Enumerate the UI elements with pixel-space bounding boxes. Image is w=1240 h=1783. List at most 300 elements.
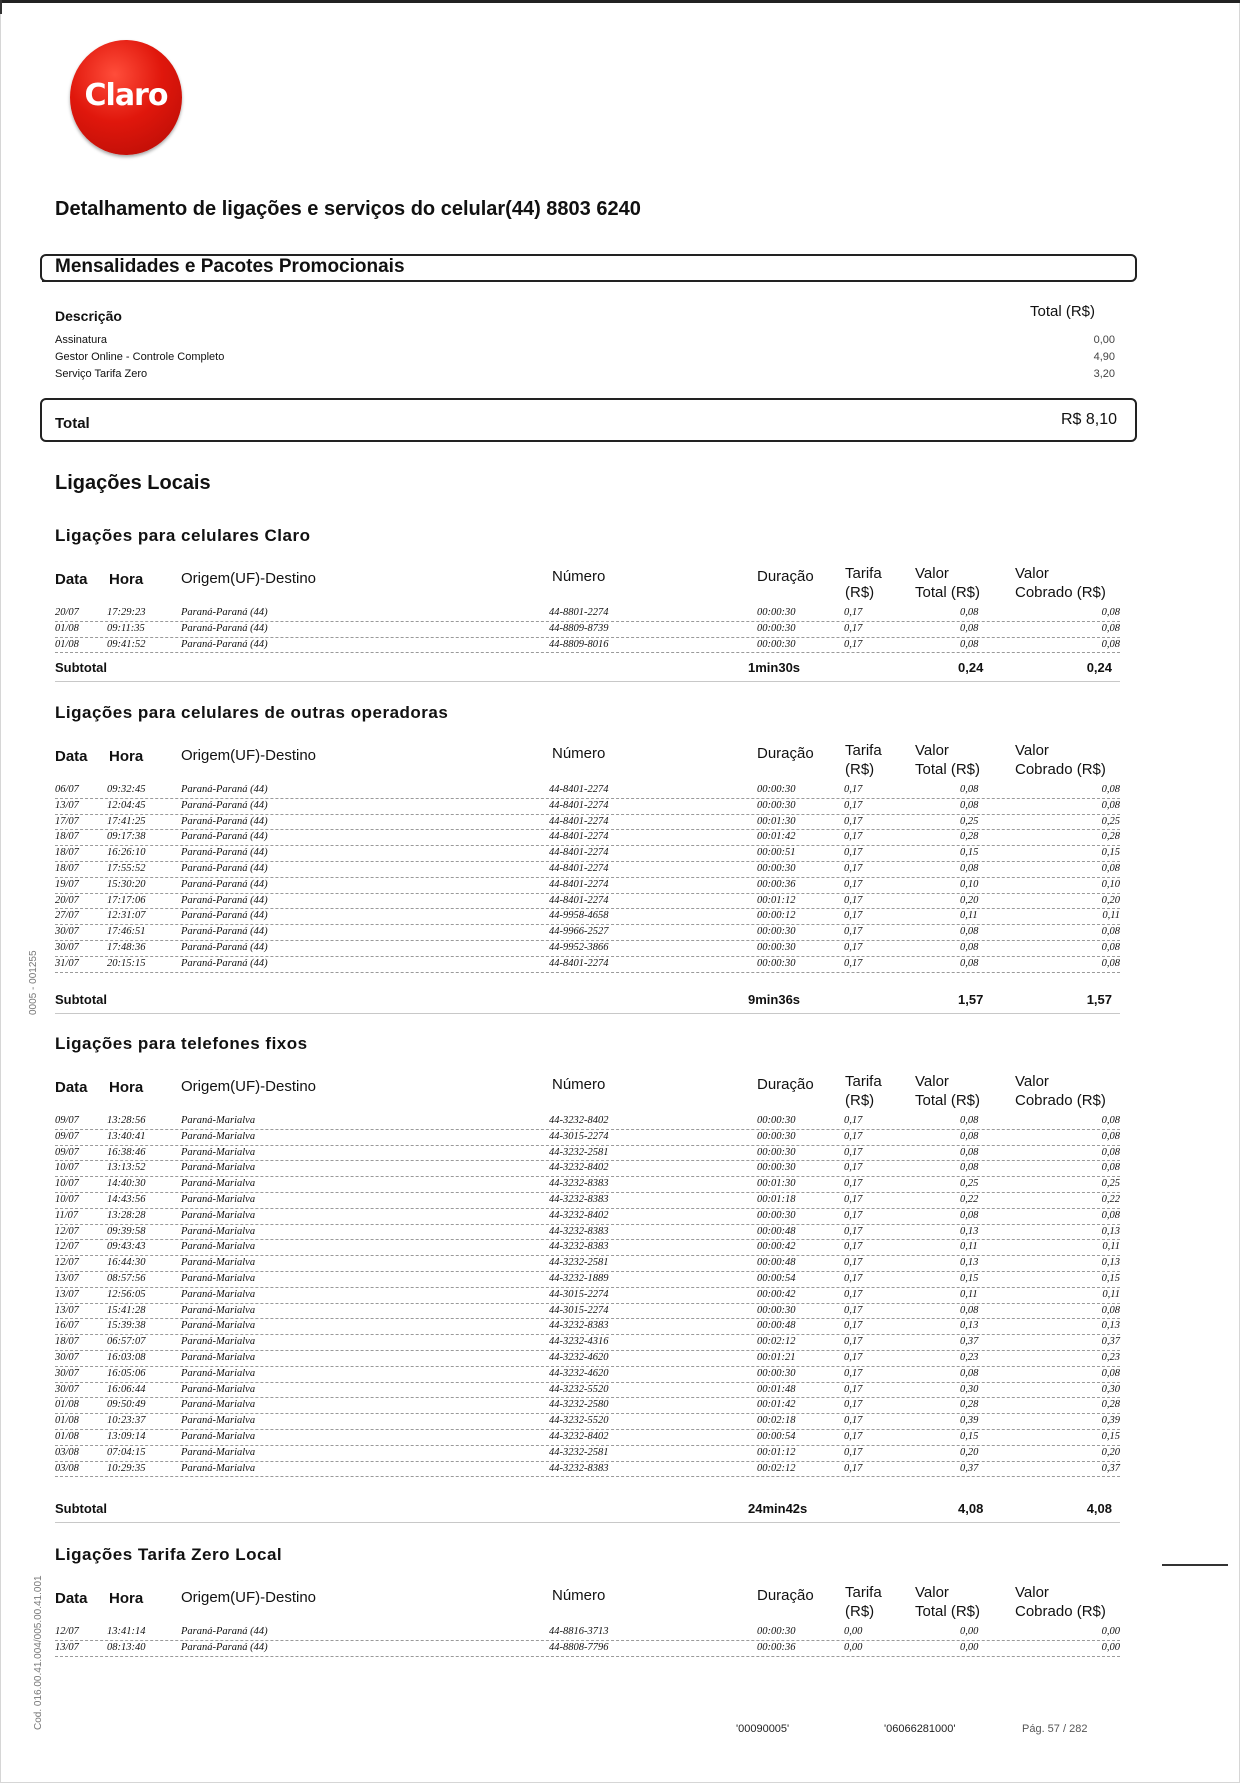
cell-rate: 0,17: [844, 1304, 863, 1316]
column-header: [55, 1584, 1120, 1624]
cell-number: 44-3232-8383: [549, 1320, 609, 1332]
cell-number: 44-9966-2527: [549, 926, 609, 938]
cell-charged: 0,11: [1102, 1241, 1120, 1253]
cell-total: 0,13: [960, 1320, 979, 1332]
cell-charged: 0,08: [1101, 799, 1120, 811]
cell-rate: 0,17: [844, 1115, 863, 1126]
claro-logo: [70, 40, 182, 155]
cell-rate: 0,17: [844, 1462, 863, 1474]
cell-date: 30/07: [55, 1367, 79, 1379]
cell-origin: Paraná-Marialva: [181, 1351, 256, 1363]
total-column-label: Total (R$): [1030, 303, 1096, 320]
col-data: Data: [55, 748, 88, 765]
cell-total: 0,08: [960, 941, 979, 953]
cell-rate: 0,00: [844, 1641, 863, 1653]
cell-duration: 00:01:12: [757, 1446, 796, 1458]
cell-rate: 0,17: [844, 878, 863, 890]
cell-time: 10:23:37: [107, 1415, 146, 1427]
col-valor-total: Valor: [915, 1073, 949, 1090]
cell-date: 27/07: [55, 910, 79, 922]
footer-page: Pág. 57 / 282: [1022, 1723, 1088, 1735]
cell-number: 44-3232-2580: [549, 1399, 609, 1411]
cell-time: 10:29:35: [107, 1462, 146, 1474]
cell-number: 44-8808-7796: [549, 1641, 609, 1653]
subtotal-charged: 0,24: [1086, 660, 1112, 675]
cell-time: 16:05:06: [107, 1367, 146, 1379]
cell-origin: Paraná-Paraná (44): [181, 926, 268, 938]
table-row: [55, 622, 1120, 638]
cell-time: 09:32:45: [107, 784, 146, 795]
cell-duration: 00:01:42: [757, 831, 796, 843]
section-title: Ligações para celulares Claro: [55, 526, 311, 545]
table-row: [55, 1209, 1120, 1225]
cell-number: 44-3232-8402: [549, 1115, 609, 1126]
cell-date: 10/07: [55, 1193, 79, 1205]
col-valor-cobrado: Valor: [1015, 1584, 1049, 1601]
col-hora: Hora: [109, 1079, 144, 1096]
col-numero: Número: [552, 1076, 606, 1093]
col-valor-cobrado: Valor: [1015, 742, 1049, 759]
cell-rate: 0,17: [844, 638, 863, 650]
cell-duration: 00:00:30: [757, 607, 796, 618]
cell-origin: Paraná-Paraná (44): [181, 784, 268, 795]
cell-time: 14:40:30: [107, 1178, 146, 1190]
cell-rate: 0,17: [844, 847, 863, 859]
cell-number: 44-3232-4316: [549, 1336, 609, 1348]
section-title: Ligações Tarifa Zero Local: [55, 1545, 283, 1564]
cell-charged: 0,15: [1101, 847, 1120, 859]
cell-date: 18/07: [55, 1336, 79, 1348]
col-hora: Hora: [109, 1590, 144, 1607]
cell-charged: 0,20: [1101, 894, 1120, 906]
cell-duration: 00:00:30: [757, 1146, 796, 1158]
col-duracao: Duração: [757, 568, 814, 585]
cell-rate: 0,17: [844, 1446, 863, 1458]
subtotal-label: Subtotal: [55, 660, 107, 675]
col-valor-total: Valor: [915, 565, 949, 582]
table-row: [55, 957, 1120, 973]
cell-number: 44-8809-8739: [549, 622, 609, 634]
cell-origin: Paraná-Marialva: [181, 1209, 256, 1221]
cell-date: 01/08: [55, 1399, 79, 1411]
cell-duration: 00:01:30: [757, 815, 796, 827]
monthly-fees-header: [40, 254, 1137, 282]
cell-duration: 00:00:30: [757, 957, 796, 969]
logo-text: Claro: [84, 78, 168, 113]
cell-number: 44-3015-2274: [549, 1304, 609, 1316]
table-row: [55, 894, 1120, 910]
cell-origin: Paraná-Marialva: [181, 1446, 256, 1458]
col-duracao: Duração: [757, 745, 814, 762]
cell-origin: Paraná-Paraná (44): [181, 607, 268, 618]
subtotal-total: 4,08: [958, 1501, 984, 1516]
col-data: Data: [55, 571, 88, 588]
monthly-fees-title: Mensalidades e Pacotes Promocionais: [55, 256, 405, 277]
col-hora: Hora: [109, 571, 144, 588]
cell-origin: Paraná-Marialva: [181, 1146, 256, 1158]
cell-total: 0,15: [960, 1430, 979, 1442]
cell-charged: 0,08: [1101, 607, 1120, 618]
cell-number: 44-8401-2274: [549, 784, 609, 795]
cell-time: 17:41:25: [107, 815, 146, 827]
cell-time: 13:28:56: [107, 1115, 146, 1126]
cell-number: 44-3232-8402: [549, 1209, 609, 1221]
cell-number: 44-3232-5520: [549, 1415, 609, 1427]
cell-total: 0,30: [960, 1383, 979, 1395]
cell-rate: 0,17: [844, 1257, 863, 1269]
cell-date: 20/07: [55, 607, 79, 618]
col-data: Data: [55, 1079, 88, 1096]
cell-total: 0,08: [960, 1115, 979, 1126]
cell-time: 15:30:20: [107, 878, 146, 890]
cell-origin: Paraná-Marialva: [181, 1193, 256, 1205]
cell-charged: 0,08: [1101, 926, 1120, 938]
cell-number: 44-3232-2581: [549, 1146, 609, 1158]
cell-duration: 00:00:30: [757, 862, 796, 874]
cell-origin: Paraná-Marialva: [181, 1241, 256, 1253]
cell-date: 06/07: [55, 784, 79, 795]
cell-time: 08:13:40: [107, 1641, 146, 1653]
col-tarifa: Tarifa: [845, 1073, 882, 1090]
cell-number: 44-3015-2274: [549, 1288, 609, 1300]
cell-date: 18/07: [55, 831, 79, 843]
cell-time: 09:11:35: [107, 622, 145, 634]
cell-rate: 0,17: [844, 784, 863, 795]
cell-date: 12/07: [55, 1257, 79, 1269]
cell-number: 44-3232-8383: [549, 1241, 609, 1253]
cell-total: 0,08: [960, 622, 979, 634]
cell-rate: 0,17: [844, 957, 863, 969]
cell-date: 13/07: [55, 1641, 79, 1653]
cell-origin: Paraná-Marialva: [181, 1430, 256, 1442]
cell-duration: 00:01:12: [757, 894, 796, 906]
cell-total: 0,08: [960, 1146, 979, 1158]
cell-duration: 00:01:18: [757, 1193, 796, 1205]
cell-time: 15:41:28: [107, 1304, 146, 1316]
cell-charged: 0,08: [1101, 1209, 1120, 1221]
subtotal-total: 1,57: [958, 992, 984, 1007]
col-numero: Número: [552, 568, 606, 585]
cell-time: 09:17:38: [107, 831, 146, 843]
cell-time: 12:56:05: [107, 1288, 146, 1300]
cell-date: 01/08: [55, 622, 79, 634]
cell-number: 44-9958-4658: [549, 910, 609, 922]
cell-origin: Paraná-Marialva: [181, 1257, 256, 1269]
cell-rate: 0,17: [844, 1288, 863, 1300]
cell-number: 44-8809-8016: [549, 638, 609, 650]
table-row: [55, 638, 1120, 654]
cell-total: 0,08: [960, 1304, 979, 1316]
cell-total: 0,13: [960, 1225, 979, 1237]
cell-total: 0,08: [960, 862, 979, 874]
cell-duration: 00:01:21: [757, 1351, 796, 1363]
cell-charged: 0,08: [1101, 1367, 1120, 1379]
cell-origin: Paraná-Marialva: [181, 1399, 256, 1411]
cell-charged: 0,08: [1101, 638, 1120, 650]
col-valor-cobrado-unit: Cobrado (R$): [1015, 761, 1106, 778]
table-row: [55, 1319, 1120, 1335]
cell-time: 09:39:58: [107, 1225, 146, 1237]
cell-number: 44-8401-2274: [549, 894, 609, 906]
cell-date: 01/08: [55, 1415, 79, 1427]
cell-charged: 0,22: [1101, 1193, 1120, 1205]
cell-date: 13/07: [55, 1272, 79, 1284]
cell-origin: Paraná-Marialva: [181, 1288, 256, 1300]
cell-rate: 0,17: [844, 1336, 863, 1348]
cell-number: 44-8401-2274: [549, 847, 609, 859]
table-row: [55, 1462, 1120, 1478]
table-row: [55, 1446, 1120, 1462]
cell-date: 13/07: [55, 1304, 79, 1316]
cell-rate: 0,17: [844, 926, 863, 938]
local-calls-title: Ligações Locais: [55, 472, 211, 494]
col-valor-total-unit: Total (R$): [915, 761, 981, 778]
cell-duration: 00:00:30: [757, 1209, 796, 1221]
fee-name: Serviço Tarifa Zero: [55, 368, 148, 380]
cell-duration: 00:02:18: [757, 1415, 796, 1427]
cell-rate: 0,17: [844, 1430, 863, 1442]
cell-origin: Paraná-Marialva: [181, 1130, 256, 1142]
cell-total: 0,00: [960, 1641, 979, 1653]
cell-origin: Paraná-Marialva: [181, 1320, 256, 1332]
table-row: [55, 1240, 1120, 1256]
cell-time: 17:46:51: [107, 926, 146, 938]
cell-total: 0,25: [960, 1178, 979, 1190]
cell-date: 19/07: [55, 878, 79, 890]
cell-date: 18/07: [55, 862, 79, 874]
cell-number: 44-8401-2274: [549, 957, 609, 969]
cell-total: 0,11: [960, 1241, 978, 1253]
cell-time: 09:41:52: [107, 638, 146, 650]
cell-date: 10/07: [55, 1178, 79, 1190]
cell-time: 17:55:52: [107, 862, 146, 874]
cell-origin: Paraná-Paraná (44): [181, 957, 268, 969]
cell-date: 09/07: [55, 1130, 79, 1142]
cell-time: 16:38:46: [107, 1146, 146, 1158]
cell-charged: 0,08: [1101, 1304, 1120, 1316]
cell-time: 20:15:15: [107, 957, 146, 969]
col-valor-total-unit: Total (R$): [915, 1603, 981, 1620]
cell-time: 07:04:15: [107, 1446, 146, 1458]
cell-duration: 00:00:54: [757, 1430, 796, 1442]
cell-number: 44-3232-5520: [549, 1383, 609, 1395]
table-row: [55, 862, 1120, 878]
table-row: [55, 1430, 1120, 1446]
table-row: [55, 799, 1120, 815]
cell-charged: 0,08: [1101, 941, 1120, 953]
cell-duration: 00:00:12: [757, 910, 796, 922]
cell-duration: 00:00:48: [757, 1320, 796, 1332]
cell-charged: 0,20: [1101, 1446, 1120, 1458]
cell-date: 12/07: [55, 1241, 79, 1253]
cell-total: 0,39: [960, 1415, 979, 1427]
cell-total: 0,11: [960, 1288, 978, 1300]
cell-duration: 00:00:30: [757, 926, 796, 938]
description-column-label: Descrição: [55, 308, 122, 324]
subtotal-duration: 24min42s: [748, 1501, 808, 1516]
cell-charged: 0,11: [1102, 1288, 1120, 1300]
col-valor-total-unit: Total (R$): [915, 584, 981, 601]
col-data: Data: [55, 1590, 88, 1607]
table-row: [55, 1288, 1120, 1304]
cell-rate: 0,17: [844, 1415, 863, 1427]
cell-time: 09:43:43: [107, 1241, 146, 1253]
cell-rate: 0,00: [844, 1626, 863, 1637]
table-row: [55, 1225, 1120, 1241]
cell-number: 44-3232-8383: [549, 1178, 609, 1190]
cell-number: 44-3232-2581: [549, 1446, 609, 1458]
cell-number: 44-3232-1889: [549, 1272, 609, 1284]
cell-date: 30/07: [55, 941, 79, 953]
cell-number: 44-8401-2274: [549, 862, 609, 874]
cell-origin: Paraná-Paraná (44): [181, 638, 268, 650]
cell-total: 0,08: [960, 638, 979, 650]
cell-charged: 0,23: [1101, 1351, 1120, 1363]
col-valor-total: Valor: [915, 1584, 949, 1601]
cell-number: 44-8401-2274: [549, 815, 609, 827]
cell-time: 08:57:56: [107, 1272, 146, 1284]
cell-charged: 0,13: [1101, 1225, 1120, 1237]
cell-total: 0,37: [960, 1336, 979, 1348]
col-tarifa: Tarifa: [845, 1584, 882, 1601]
cell-date: 12/07: [55, 1225, 79, 1237]
cell-number: 44-3232-8402: [549, 1430, 609, 1442]
cell-rate: 0,17: [844, 1383, 863, 1395]
header-underline: [42, 280, 442, 282]
table-row: [55, 815, 1120, 831]
cell-duration: 00:00:30: [757, 1162, 796, 1174]
cell-date: 30/07: [55, 1351, 79, 1363]
col-valor-cobrado: Valor: [1015, 1073, 1049, 1090]
cell-duration: 00:00:36: [757, 878, 796, 890]
table-row: [55, 606, 1120, 622]
footer-code-2: '06066281000': [884, 1723, 956, 1735]
cell-total: 0,28: [960, 1399, 979, 1411]
cell-rate: 0,17: [844, 1367, 863, 1379]
col-valor-cobrado-unit: Cobrado (R$): [1015, 1603, 1106, 1620]
table-row: [55, 1193, 1120, 1209]
call-rows: [55, 606, 1120, 653]
cell-origin: Paraná-Paraná (44): [181, 799, 268, 811]
cell-date: 17/07: [55, 815, 79, 827]
cell-duration: 00:00:30: [757, 1115, 796, 1126]
col-tarifa-unit: (R$): [845, 761, 875, 778]
cell-charged: 0,39: [1101, 1415, 1120, 1427]
col-origem: Origem(UF)-Destino: [181, 747, 317, 764]
column-header: [55, 742, 1120, 782]
cell-total: 0,37: [960, 1462, 979, 1474]
cell-rate: 0,17: [844, 1399, 863, 1411]
col-duracao: Duração: [757, 1587, 814, 1604]
col-numero: Número: [552, 745, 606, 762]
cell-date: 31/07: [55, 957, 79, 969]
cell-charged: 0,08: [1101, 1115, 1120, 1126]
cell-total: 0,28: [960, 831, 979, 843]
table-row: [55, 1304, 1120, 1320]
column-header: [55, 565, 1120, 605]
table-row: [55, 941, 1120, 957]
cell-total: 0,20: [960, 894, 979, 906]
table-row: [55, 1641, 1120, 1657]
cell-origin: Paraná-Marialva: [181, 1178, 256, 1190]
cell-origin: Paraná-Marialva: [181, 1162, 256, 1174]
table-row: [55, 1414, 1120, 1430]
cell-duration: 00:00:30: [757, 638, 796, 650]
cell-rate: 0,17: [844, 1146, 863, 1158]
cell-time: 17:48:36: [107, 941, 146, 953]
cell-duration: 00:00:42: [757, 1288, 796, 1300]
cell-date: 30/07: [55, 926, 79, 938]
table-row: [55, 783, 1120, 799]
col-origem: Origem(UF)-Destino: [181, 570, 317, 587]
crop-mark: [0, 0, 16, 14]
cell-time: 09:50:49: [107, 1399, 146, 1411]
fee-row: [55, 334, 1115, 350]
cell-rate: 0,17: [844, 1351, 863, 1363]
cell-number: 44-3232-4620: [549, 1351, 609, 1363]
cell-time: 13:28:28: [107, 1209, 146, 1221]
cell-total: 0,08: [960, 1130, 979, 1142]
cell-charged: 0,13: [1101, 1320, 1120, 1332]
col-tarifa: Tarifa: [845, 742, 882, 759]
cell-date: 20/07: [55, 894, 79, 906]
cell-duration: 00:00:30: [757, 941, 796, 953]
cell-origin: Paraná-Marialva: [181, 1304, 256, 1316]
cell-date: 09/07: [55, 1115, 79, 1126]
cell-charged: 0,00: [1101, 1626, 1120, 1637]
cell-number: 44-3232-8383: [549, 1193, 609, 1205]
col-hora: Hora: [109, 748, 144, 765]
cell-charged: 0,30: [1101, 1383, 1120, 1395]
table-row: [55, 909, 1120, 925]
cell-rate: 0,17: [844, 941, 863, 953]
table-row: [55, 830, 1120, 846]
cell-duration: 00:02:12: [757, 1336, 796, 1348]
cell-duration: 00:00:30: [757, 1626, 796, 1637]
cell-charged: 0,08: [1101, 957, 1120, 969]
table-row: [55, 1161, 1120, 1177]
cell-time: 15:39:38: [107, 1320, 146, 1332]
subtotal-row: [55, 660, 1120, 680]
cell-number: 44-8816-3713: [549, 1626, 609, 1637]
cell-charged: 0,08: [1101, 1162, 1120, 1174]
table-row: [55, 1367, 1120, 1383]
cell-duration: 00:00:30: [757, 622, 796, 634]
fee-row: [55, 368, 1115, 384]
cell-total: 0,08: [960, 1162, 979, 1174]
table-row: [55, 1383, 1120, 1399]
cell-origin: Paraná-Paraná (44): [181, 815, 268, 827]
cell-total: 0,08: [960, 607, 979, 618]
table-row: [55, 1256, 1120, 1272]
cell-origin: Paraná-Marialva: [181, 1272, 256, 1284]
cell-number: 44-3232-8383: [549, 1462, 609, 1474]
table-row: [55, 1146, 1120, 1162]
cell-charged: 0,25: [1101, 1178, 1120, 1190]
column-header: [55, 1073, 1120, 1113]
table-row: [55, 1335, 1120, 1351]
cell-number: 44-3232-2581: [549, 1257, 609, 1269]
cell-origin: Paraná-Marialva: [181, 1462, 256, 1474]
cell-time: 14:43:56: [107, 1193, 146, 1205]
subtotal-label: Subtotal: [55, 992, 107, 1007]
cell-total: 0,08: [960, 1209, 979, 1221]
cell-rate: 0,17: [844, 1225, 863, 1237]
cell-time: 17:17:06: [107, 894, 146, 906]
cell-number: 44-8401-2274: [549, 831, 609, 843]
cell-charged: 0,08: [1101, 784, 1120, 795]
cell-duration: 00:01:48: [757, 1383, 796, 1395]
